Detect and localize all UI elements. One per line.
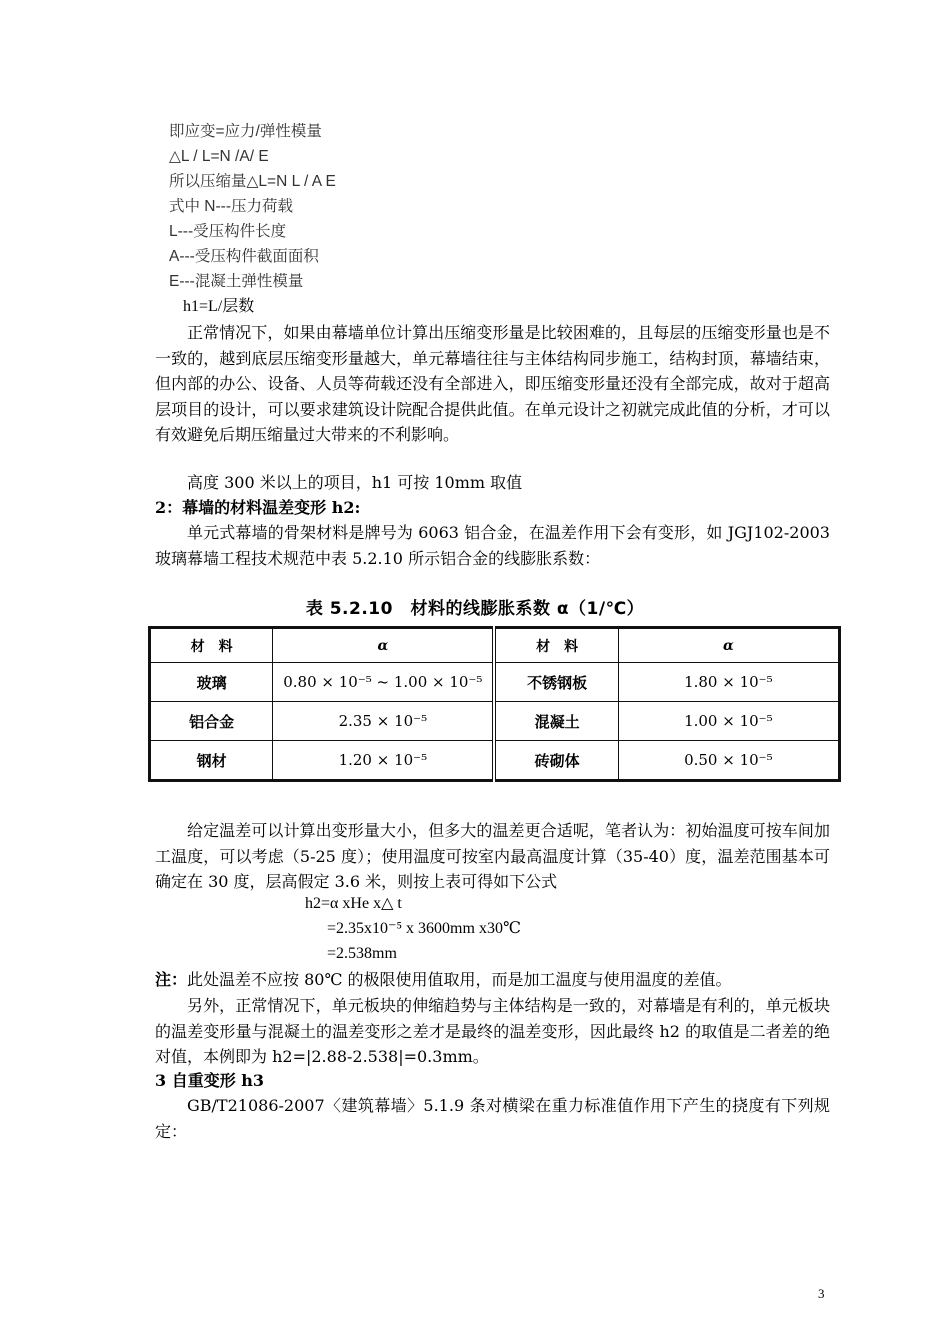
- table-cell: 1.00 × 10⁻⁵: [618, 702, 839, 741]
- table-header-row: [150, 628, 840, 663]
- calc-line-3: =2.538mm: [327, 945, 397, 962]
- table-cell: 1.80 × 10⁻⁵: [618, 663, 839, 702]
- table-header-cell: 材 料: [494, 628, 618, 663]
- paragraph-compression: 正常情况下，如果由幕墙单位计算出压缩变形量是比较困难的，且每层的压缩变形量也是不一致的，越到底层压缩变形量越大，单元幕墙往往与主体结构同步施工，结构封顶，幕墙结束，但内部的办公、设备、人员等荷载还没有全部进入，即压缩变形量还没有全部完成，故对于超高层项目的设计，可以要求建筑设计院配合提供此值。在单元设计之初就完成此值的分析，才可以有效避免后期压缩量过大带来的不利影响。: [155, 323, 830, 444]
- table-cell: 不锈钢板: [494, 663, 618, 702]
- table-cell: 0.80 × 10⁻⁵ ~ 1.00 × 10⁻⁵: [273, 663, 495, 702]
- table-cell: 钢材: [150, 741, 273, 781]
- table-header-cell: 材 料: [150, 628, 273, 663]
- table-cell: 铝合金: [150, 702, 273, 741]
- table-row: [150, 663, 840, 702]
- formula-line-6: A---受压构件截面面积: [169, 248, 319, 265]
- formula-line-5: L---受压构件长度: [169, 223, 287, 240]
- formula-line-1: 即应变=应力/弹性模量: [169, 123, 322, 140]
- page-number: 3: [818, 1286, 825, 1301]
- paragraph-difference: 另外，正常情况下，单元板块的伸缩趋势与主体结构是一致的，对幕墙是有利的，单元板块的温差变形量与混凝土的温差变形之差才是最终的温差变形，因此最终 h2 的取值是二者差的绝对值，本例即为 h2=|2.88-2.538|=0.3mm。: [155, 996, 830, 1066]
- paragraph-material: 单元式幕墙的骨架材料是牌号为 6063 铝合金，在温差作用下会有变形，如 JGJ102-2003 玻璃幕墙工程技术规范中表 5.2.10 所示铝合金的线膨胀系数：: [155, 523, 830, 568]
- table-header-cell: α: [618, 628, 839, 663]
- table-cell: 2.35 × 10⁻⁵: [273, 702, 495, 741]
- note-text: 此处温差不应按 80℃ 的极限使用值取用，而是加工温度与使用温度的差值。: [187, 970, 732, 989]
- paragraph-deflection: GB/T21086-2007〈建筑幕墙〉5.1.9 条对横梁在重力标准值作用下产生的挠度有下列规定：: [155, 1096, 830, 1141]
- table-row: [150, 702, 840, 741]
- note: [155, 967, 830, 993]
- table-cell: 1.20 × 10⁻⁵: [273, 741, 495, 781]
- table-header-cell: α: [273, 628, 495, 663]
- formula-line-3: 所以压缩量△L=N L / A E: [169, 173, 336, 190]
- formula-line-8: h1=L/层数: [183, 298, 255, 315]
- table-row: [150, 741, 840, 781]
- paragraph-h1-value: 高度 300 米以上的项目，h1 可按 10mm 取值: [187, 473, 523, 492]
- section-heading-h2: 2：幕墙的材料温差变形 h2:: [155, 498, 361, 517]
- calc-line-2: =2.35x10⁻⁵ x 3600mm x30℃: [327, 920, 521, 937]
- expansion-coefficient-table: [148, 626, 841, 782]
- table-cell: 0.50 × 10⁻⁵: [618, 741, 839, 781]
- note-label: 注：: [155, 970, 188, 989]
- calc-line-1: h2=α xHe x△ t: [305, 895, 402, 912]
- table-cell: 玻璃: [150, 663, 273, 702]
- section-heading-h3: 3 自重变形 h3: [155, 1071, 265, 1090]
- formula-line-2: △L / L=N /A/ E: [169, 148, 269, 165]
- paragraph-temperature: 给定温差可以计算出变形量大小，但多大的温差更合适呢，笔者认为：初始温度可按车间加工温度，可以考虑（5-25 度）；使用温度可按室内最高温度计算（35-40）度，温差范围基本可确定在 30 度，层高假定 3.6 米，则按上表可得如下公式: [155, 821, 830, 891]
- table-cell: 混凝土: [494, 702, 618, 741]
- formula-line-7: E---混凝土弹性模量: [169, 273, 304, 290]
- formula-line-4: 式中 N---压力荷载: [169, 198, 293, 215]
- table-title: 表 5.2.10 材料的线膨胀系数 α（1/℃）: [305, 599, 645, 619]
- table-cell: 砖砌体: [494, 741, 618, 781]
